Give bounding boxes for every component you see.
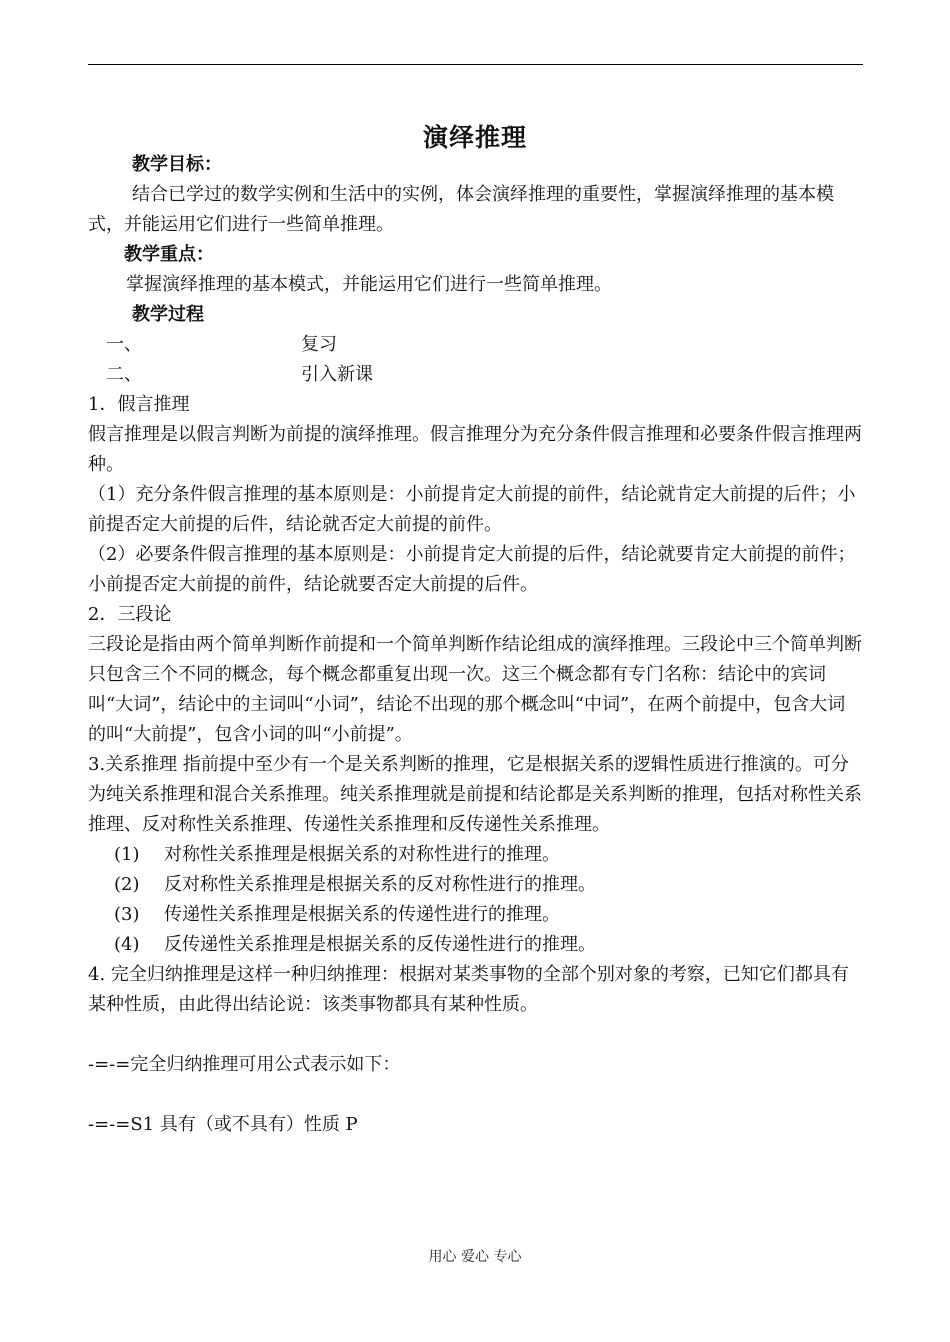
goal-text: 结合已学过的数学实例和生活中的实例，体会演绎推理的重要性，掌握演绎推理的基本模式，并能运用它们进行一些简单推理。 [88,184,834,235]
relation-item [88,900,863,930]
outline-number: 二、 [106,364,142,385]
document-body [88,150,863,1140]
formula-intro: -=-=完全归纳推理可用公式表示如下： [88,1054,401,1075]
relation-item-text: 反对称性关系推理是根据关系的反对称性进行的推理。 [164,874,596,895]
outline-number: 一、 [106,334,142,355]
relation-text: 3.关系推理 指前提中至少有一个是关系判断的推理，它是根据关系的逻辑性质进行推演的。可分为纯关系推理和混合关系推理。纯关系推理就是前提和结论都是关系判断的推理，包括对称性关系推理、反对称性关系推理、传递性关系推理和反传递性关系推理。 [88,754,862,835]
outline-item-review [88,330,863,360]
relation-item-text: 传递性关系推理是根据关系的传递性进行的推理。 [164,904,560,925]
relation-item [88,930,863,960]
complete-induction-text: 4. 完全归纳推理是这样一种归纳推理：根据对某类事物的全部个别对象的考察，已知它们都具有某种性质，由此得出结论说：该类事物都具有某种性质。 [88,964,849,1015]
header-rule [88,64,863,65]
hypothetical-text: 假言推理是以假言判断为前提的演绎推理。假言推理分为充分条件假言推理和必要条件假言推理两种。 [88,424,862,475]
outline-label: 复习 [301,334,337,355]
relation-item-number: (4) [114,934,140,955]
relation-item-number: (1) [114,844,140,865]
relation-item [88,840,863,870]
relation-item-number: (3) [114,904,140,925]
outline-label: 引入新课 [301,364,373,385]
process-heading: 教学过程 [132,304,204,325]
relation-item [88,870,863,900]
relation-item-number: (2) [114,874,140,895]
blank-line [88,1020,863,1050]
syllogism-text: 三段论是指由两个简单判断作前提和一个简单判断作结论组成的演绎推理。三段论中三个简单判断只包含三个不同的概念，每个概念都重复出现一次。这三个概念都有专门名称：结论中的宾词叫“大词”，结论中的主词叫“小词”，结论不出现的那个概念叫“中词”，在两个前提中，包含大词的叫“大前提”，包含小词的叫“小前提”。 [88,634,862,745]
syllogism-heading: 2．三段论 [88,604,172,625]
goal-heading: 教学目标： [132,154,222,175]
relation-item-text: 对称性关系推理是根据关系的对称性进行的推理。 [164,844,560,865]
relation-item-text: 反传递性关系推理是根据关系的反传递性进行的推理。 [164,934,596,955]
document-title: 演绎推理 [422,123,527,152]
blank-line [88,1080,863,1110]
hypothetical-heading: 1．假言推理 [88,394,190,415]
hypothetical-item-2: （2）必要条件假言推理的基本原则是：小前提肯定大前提的后件，结论就要肯定大前提的前件；小前提否定大前提的前件，结论就要否定大前提的后件。 [88,544,856,595]
hypothetical-item-1: （1）充分条件假言推理的基本原则是：小前提肯定大前提的前件，结论就肯定大前提的后件；小前提否定大前提的后件，结论就否定大前提的前件。 [88,484,856,535]
key-heading: 教学重点： [124,244,214,265]
key-text: 掌握演绎推理的基本模式，并能运用它们进行一些简单推理。 [126,274,612,295]
formula-line: -=-=S1 具有（或不具有）性质 P [88,1114,358,1135]
outline-item-new-lesson [88,360,863,390]
page-footer: 用心 爱心 专心 [428,1249,522,1265]
